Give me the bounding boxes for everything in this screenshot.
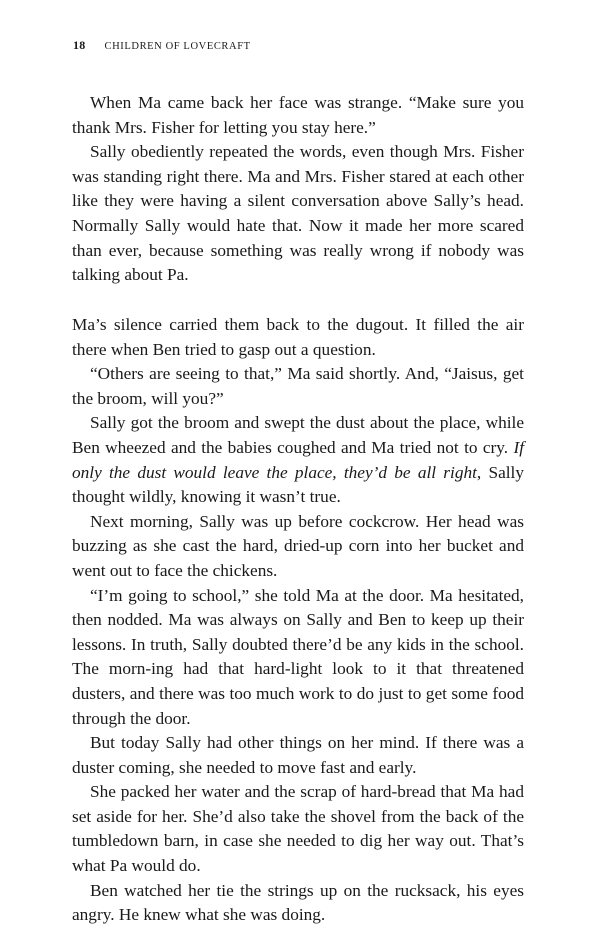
paragraph — [72, 411, 524, 509]
paragraph: “I’m going to school,” she told Ma at the door. Ma hesitated, then nodded. Ma was always on Sally and Ben to keep up their lessons. In truth, Sally doubted there’d be any kids in the school. The morn-ing had that hard-light look to it that threatened dusters, and there was too much work to do just to get some food through the door. — [72, 585, 524, 728]
paragraph: Sally obediently repeated the words, even though Mrs. Fisher was standing right there. Ma and Mrs. Fisher stared at each other like they were having a silent conversation above Sally’s head. Normally Sally would hate that. Now it made her more scared than ever, because something was really wrong if nobody was talking about Pa. — [72, 142, 524, 285]
paragraph: Ben watched her tie the strings up on the rucksack, his eyes angry. He knew what she was doing. — [72, 880, 524, 925]
section-2-text — [72, 313, 524, 928]
paragraph: When Ma came back her face was strange. “Make sure you thank Mrs. Fisher for letting you stay here.” — [72, 93, 524, 137]
paragraph: She packed her water and the scrap of hard-bread that Ma had set aside for her. She’d also take the shovel from the back of the tumbledown barn, in case she needed to dig her way out. That’s what Pa would do. — [72, 782, 524, 876]
book-title: CHILDREN OF LOVECRAFT — [104, 41, 251, 52]
paragraph: “Others are seeing to that,” Ma said shortly. And, “Jaisus, get the broom, will you?” — [72, 364, 524, 408]
italic-thought: If only the dust would leave the place, they’d be all right — [72, 437, 524, 482]
paragraph: Ma’s silence carried them back to the dugout. It filled the air there when Ben tried to gasp out a question. — [72, 315, 524, 359]
paragraph: Next morning, Sally was up before cockcrow. Her head was buzzing as she cast the hard, dried-up corn into her bucket and went out to face the chickens. — [72, 511, 524, 580]
section-1-text — [72, 91, 524, 288]
paragraph-text: Sally got the broom and swept the dust about the place, while Ben wheezed and the babies coughed and Ma tried not to cry. — [72, 413, 524, 457]
paragraph-text: , Sally thought wildly, knowing it wasn’t true. — [72, 462, 525, 507]
page-number: 18 — [73, 38, 86, 52]
running-head — [73, 38, 251, 53]
paragraph: But today Sally had other things on her mind. If there was a duster coming, she needed to move fast and early. — [72, 733, 524, 777]
